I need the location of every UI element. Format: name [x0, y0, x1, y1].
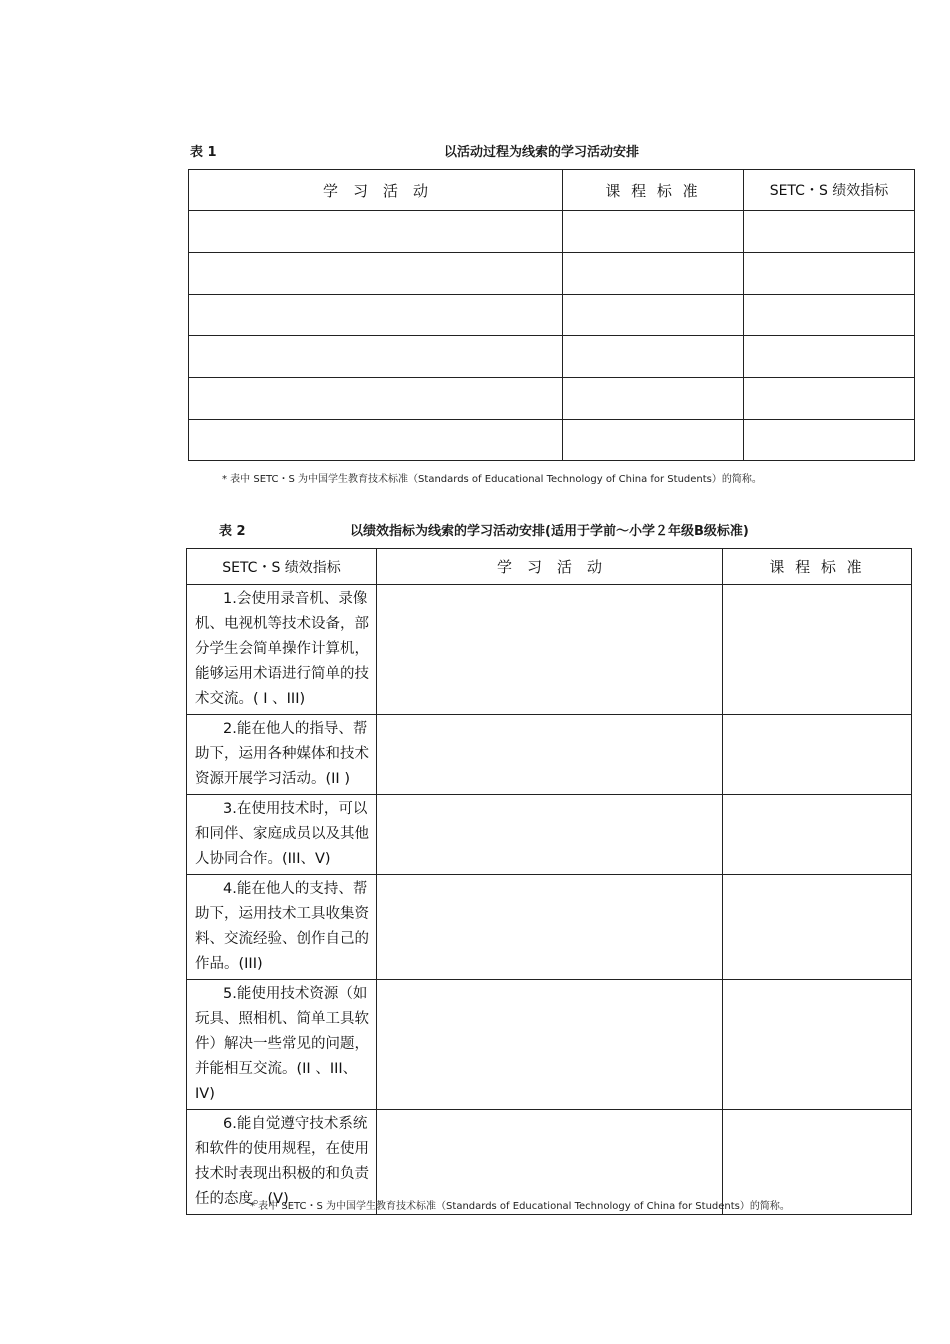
indicator-number: 5. — [223, 986, 237, 1002]
table-cell — [563, 295, 744, 336]
table-cell — [189, 253, 563, 295]
table2-footnote: * 表中 SETC・S 为中国学生教育技术标准（Standards of Educational Technology of China for Students）的简称。 — [250, 1201, 790, 1212]
table-cell — [744, 211, 915, 253]
indicator-cell — [187, 875, 377, 980]
table-cell — [563, 378, 744, 420]
table-row — [189, 336, 915, 378]
table-cell — [563, 211, 744, 253]
table1-header-standard: 课 程 标 准 — [563, 170, 744, 211]
table2-header-row — [187, 549, 912, 585]
table-cell — [563, 253, 744, 295]
table-cell — [377, 585, 723, 715]
table-row — [187, 795, 912, 875]
table-cell — [189, 336, 563, 378]
table2-header-standard: 课 程 标 准 — [723, 549, 912, 585]
table-cell — [189, 378, 563, 420]
table-cell — [377, 875, 723, 980]
table-row — [189, 295, 915, 336]
table-cell — [744, 378, 915, 420]
table-row — [189, 378, 915, 420]
indicator-text: 能自觉遵守技术系统和软件的使用规程，在使用技术时表现出积极的和负责任的态度。(V) — [195, 1116, 369, 1207]
table1 — [188, 169, 915, 461]
table2-header-activity: 学 习 活 动 — [377, 549, 723, 585]
table-row — [187, 585, 912, 715]
indicator-text: 能在他人的支持、帮助下，运用技术工具收集资料、交流经验、创作自己的作品。(III) — [195, 881, 369, 972]
indicator-text: 能使用技术资源（如玩具、照相机、简单工具软件）解决一些常见的问题，并能相互交流。(II 、III、IV) — [195, 986, 369, 1102]
indicator-number: 3. — [223, 801, 237, 817]
table-row — [187, 875, 912, 980]
table1-header-row — [189, 170, 915, 211]
table1-title: 以活动过程为线索的学习活动安排 — [444, 145, 640, 160]
indicator-cell — [187, 715, 377, 795]
table-row — [189, 253, 915, 295]
table-cell — [723, 980, 912, 1110]
table-row — [189, 420, 915, 461]
table-cell — [723, 875, 912, 980]
table-cell — [723, 795, 912, 875]
indicator-cell — [187, 980, 377, 1110]
table-cell — [744, 336, 915, 378]
table-cell — [377, 980, 723, 1110]
table-row — [189, 211, 915, 253]
table2-title: 以绩效指标为线索的学习活动安排(适用于学前～小学２年级B级标准) — [350, 524, 749, 539]
indicator-number: 6. — [223, 1116, 237, 1132]
table-cell — [744, 420, 915, 461]
table-cell — [377, 795, 723, 875]
table2 — [186, 548, 912, 1215]
table-cell — [723, 715, 912, 795]
table-cell — [744, 253, 915, 295]
table-cell — [377, 715, 723, 795]
indicator-number: 4. — [223, 881, 237, 897]
indicator-cell — [187, 795, 377, 875]
table1-footnote: * 表中 SETC・S 为中国学生教育技术标准（Standards of Educational Technology of China for Students）的简称。 — [222, 474, 762, 485]
table2-label: 表 2 — [219, 524, 246, 539]
indicator-text: 能在他人的指导、帮助下，运用各种媒体和技术资源开展学习活动。(II ) — [195, 721, 369, 787]
table1-header-setc: SETC・S 绩效指标 — [744, 170, 915, 211]
table-row — [187, 715, 912, 795]
table-cell — [744, 295, 915, 336]
indicator-text: 在使用技术时，可以和同伴、家庭成员以及其他人协同合作。(III、V) — [195, 801, 369, 867]
indicator-cell — [187, 585, 377, 715]
table-cell — [189, 211, 563, 253]
table1-label: 表 1 — [190, 145, 217, 160]
table2-header-setc: SETC・S 绩效指标 — [187, 549, 377, 585]
table-cell — [189, 420, 563, 461]
indicator-text: 会使用录音机、录像机、电视机等技术设备，部分学生会简单操作计算机，能够运用术语进行简单的技术交流。( I 、III) — [195, 591, 369, 707]
table-cell — [563, 420, 744, 461]
table1-header-activity: 学 习 活 动 — [189, 170, 563, 211]
table-cell — [563, 336, 744, 378]
indicator-number: 2. — [223, 721, 237, 737]
indicator-number: 1. — [223, 591, 237, 607]
table-cell — [723, 585, 912, 715]
table-row — [187, 980, 912, 1110]
table-cell — [189, 295, 563, 336]
